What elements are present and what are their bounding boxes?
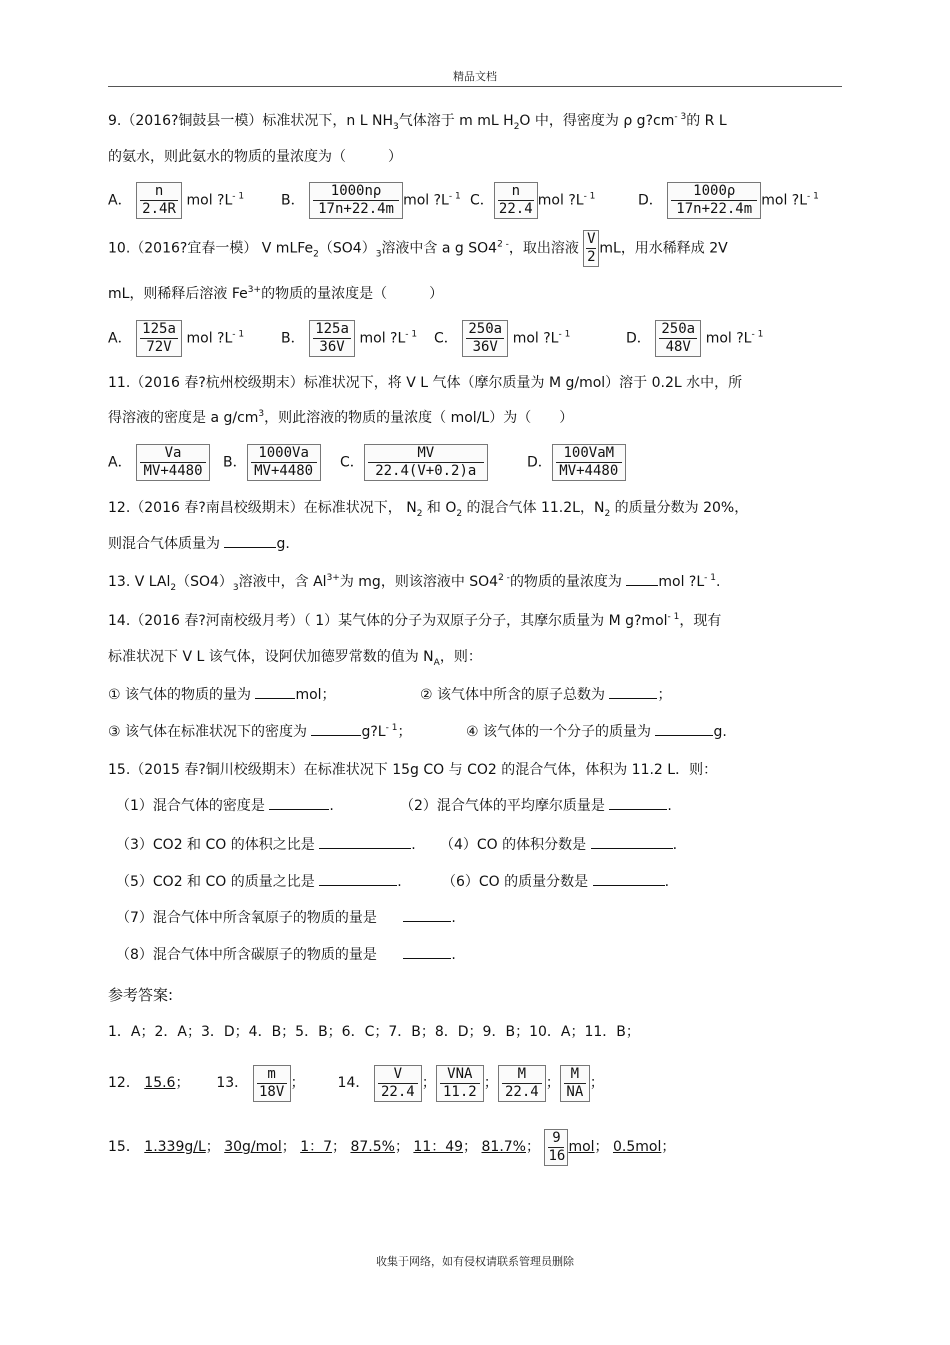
numerator: M xyxy=(517,1065,527,1082)
separator: ； xyxy=(525,1139,540,1155)
sup: 3+ xyxy=(247,285,262,295)
q14-part3 xyxy=(108,723,411,741)
q15-sub6 xyxy=(442,873,669,891)
q11-option-c xyxy=(340,444,488,481)
answer-value: 1.339g/L xyxy=(144,1139,206,1155)
unit: mol ?L xyxy=(537,192,584,209)
q10-text: 溶液中含 a g SO4 xyxy=(381,240,498,257)
answer-blank[interactable] xyxy=(609,797,667,810)
q12-text: g. xyxy=(276,536,290,552)
page-header: 精品文档 xyxy=(453,70,497,83)
sup: 3 xyxy=(258,409,265,419)
q9-option-a xyxy=(108,182,244,219)
sup: - 1 xyxy=(232,191,245,202)
numerator: n xyxy=(511,183,520,199)
sup: 2 - xyxy=(498,573,510,583)
q14-part2 xyxy=(420,686,671,704)
separator: ； xyxy=(421,1075,436,1091)
q9-option-d xyxy=(638,182,819,219)
q11-option-b xyxy=(223,444,321,481)
fraction xyxy=(544,1129,568,1166)
q14-text: ，则： xyxy=(439,649,482,665)
sup: 3+ xyxy=(326,573,340,583)
answer-blank[interactable] xyxy=(319,836,411,849)
separator: ； xyxy=(332,1139,347,1155)
option-label: C． xyxy=(434,330,458,347)
denominator: MV+4480 xyxy=(251,462,317,480)
separator: ； xyxy=(589,1075,604,1091)
separator: ； xyxy=(205,1139,220,1155)
q10-text: mL，则稀释后溶液 Fe xyxy=(108,286,248,302)
q14-line2 xyxy=(108,648,482,672)
page-footer: 收集于网络，如有侵权请联系管理员删除 xyxy=(376,1255,574,1268)
separator: ； xyxy=(545,1075,560,1091)
denominator: 18V xyxy=(257,1083,287,1101)
fraction xyxy=(655,320,701,357)
q15-sub1 xyxy=(116,797,334,815)
numerator: 9 xyxy=(552,1129,561,1146)
unit: mol ?L xyxy=(403,192,449,209)
answer-value: 30g/mol xyxy=(224,1139,282,1155)
fraction xyxy=(136,182,182,219)
q11-line1: 11.（2016 春?杭州校级期末）标准状况下，将 V L 气体（摩尔质量为 M g/mol）溶于 0.2L 水中，所 xyxy=(108,375,743,391)
q12-line2 xyxy=(108,535,290,553)
separator: ； xyxy=(661,1139,676,1155)
denominator: 17n+22.4m xyxy=(671,200,757,218)
q10-option-a xyxy=(108,320,244,357)
unit: mol ?L xyxy=(186,330,233,347)
q15-text: （5）CO2 和 CO 的质量之比是 xyxy=(116,874,315,890)
sup: - 1 xyxy=(704,573,717,583)
option-label: C． xyxy=(470,192,494,209)
q13-text: （SO4） xyxy=(176,574,233,590)
answers-title: 参考答案: xyxy=(108,986,174,1004)
numerator: MV xyxy=(417,445,435,461)
q14-text: ① 该气体的物质的量为 xyxy=(108,687,252,703)
q14-text: ； xyxy=(657,687,672,703)
denominator: 2 xyxy=(587,249,596,265)
q12-text: 和 O xyxy=(422,500,457,516)
q14-text: 14.（2016 春?河南校级月考）（ 1）某气体的分子为双原子分子，其摩尔质量为 M g?mol xyxy=(108,613,668,629)
sub: 2 xyxy=(170,582,177,593)
numerator: 125a xyxy=(142,321,176,337)
fraction xyxy=(667,182,761,219)
q11-option-a xyxy=(108,444,210,481)
q12-line1 xyxy=(108,499,748,523)
q10-option-c xyxy=(434,320,570,357)
sup: - 1 xyxy=(232,329,245,340)
numerator: 250a xyxy=(468,321,503,337)
denominator: 36V xyxy=(466,338,504,356)
q13-text: mol ?L xyxy=(658,574,705,590)
numerator: 1000ρ xyxy=(693,183,736,199)
separator: ； xyxy=(175,1075,190,1091)
answer-value: 15.6 xyxy=(144,1075,176,1091)
q12-text: 的质量分数为 20%， xyxy=(610,500,749,516)
option-label: A． xyxy=(108,330,132,347)
answer-blank[interactable] xyxy=(609,686,657,699)
fraction xyxy=(136,444,210,481)
unit: mol ?L xyxy=(705,330,752,347)
sup: - 1 xyxy=(558,329,571,340)
sup: - 1 xyxy=(448,191,461,202)
sub: 2 xyxy=(604,508,611,519)
denominator: MV+4480 xyxy=(556,462,622,480)
unit: mol ?L xyxy=(186,192,233,209)
q15-text: . xyxy=(672,837,678,853)
sub: A xyxy=(433,657,440,668)
q11-line2 xyxy=(108,409,573,427)
numerator: 100VaM xyxy=(563,445,615,461)
q13-text: . xyxy=(716,574,721,590)
q13-text: 溶液中，含 Al xyxy=(238,574,327,590)
numerator: M xyxy=(570,1065,580,1082)
answer-blank[interactable] xyxy=(224,535,276,548)
q15-text: . xyxy=(397,874,402,890)
answer-blank[interactable] xyxy=(403,946,451,959)
numerator: V xyxy=(587,231,596,247)
sup: - 1 xyxy=(385,723,398,733)
unit: mol ?L xyxy=(512,330,559,347)
denominator: 2.4R xyxy=(140,200,178,218)
denominator: 17n+22.4m xyxy=(313,200,399,218)
q15-sub3 xyxy=(116,836,416,854)
q12-text: 则混合气体质量为 xyxy=(108,536,220,552)
q14-part1 xyxy=(108,686,336,704)
q13-text: 的物质的量浓度为 xyxy=(509,574,622,590)
q15-text: （4）CO 的体积分数是 xyxy=(440,837,587,853)
answer-label: 13． xyxy=(216,1075,249,1091)
answer-blank[interactable] xyxy=(591,836,673,849)
q15-text: （3）CO2 和 CO 的体积之比是 xyxy=(116,837,315,853)
q14-line1 xyxy=(108,612,721,630)
option-label: D． xyxy=(638,192,663,209)
sub: 3 xyxy=(375,249,382,260)
numerator: m xyxy=(267,1065,276,1082)
answer-label: 14． xyxy=(337,1075,370,1091)
sub: 2 xyxy=(416,508,423,519)
fraction xyxy=(560,1065,590,1102)
separator: ； xyxy=(483,1075,498,1091)
fraction xyxy=(136,320,182,357)
answer-blank[interactable] xyxy=(593,873,665,886)
answer-value: 87.5% xyxy=(350,1139,395,1155)
fraction xyxy=(364,444,488,481)
numerator: Va xyxy=(164,445,182,461)
answer-blank[interactable] xyxy=(255,686,295,699)
separator: ； xyxy=(290,1075,305,1091)
q10-line2 xyxy=(108,285,443,303)
answer-blank[interactable] xyxy=(311,723,361,736)
numerator: 125a xyxy=(315,321,349,337)
answer-blank[interactable] xyxy=(403,909,451,922)
separator: ； xyxy=(594,1139,609,1155)
q9-text: 9.（2016?铜鼓县一模）标准状况下，n L NH xyxy=(108,113,393,129)
q15-text: . xyxy=(664,874,670,890)
option-label: B． xyxy=(281,192,305,209)
answer-value: 0.5mol xyxy=(612,1139,662,1155)
sup: - 3 xyxy=(674,112,687,122)
denominator: 22.4(V+0.2)a xyxy=(368,462,484,480)
q12-text: 的混合气体 11.2L，N xyxy=(462,500,605,516)
q15-text: . xyxy=(451,947,456,963)
answer-blank[interactable] xyxy=(319,873,397,886)
unit: mol ?L xyxy=(761,192,808,209)
answer-value: 1：7 xyxy=(300,1139,333,1155)
q15-sub2 xyxy=(400,797,672,815)
answer-value: mol xyxy=(568,1139,595,1155)
numerator: 1000Va xyxy=(258,445,309,461)
sub: 3 xyxy=(393,121,399,132)
q14-text: 标准状况下 V L 该气体，设阿伏加德罗常数的值为 N xyxy=(108,649,434,665)
sup: - 1 xyxy=(583,191,596,202)
q9-option-c xyxy=(470,182,595,219)
q14-text: ； xyxy=(397,724,412,740)
q10-option-d xyxy=(626,320,763,357)
sup: - 1 xyxy=(751,329,764,340)
q14-text: ④ 该气体的一个分子的质量为 xyxy=(466,724,652,740)
q15-sub4 xyxy=(440,836,677,854)
q14-text: ，现有 xyxy=(679,613,722,629)
q15-sub8 xyxy=(116,946,456,964)
fraction xyxy=(583,230,599,267)
answers-15 xyxy=(108,1127,675,1167)
denominator: MV+4480 xyxy=(140,462,206,480)
q13-line xyxy=(108,573,720,597)
option-label: D． xyxy=(626,330,651,347)
q9-text: 的 R L xyxy=(686,113,727,129)
answer-blank[interactable] xyxy=(269,797,329,810)
answer-label: 12． xyxy=(108,1075,140,1091)
option-label: A． xyxy=(108,454,132,471)
q15-text: . xyxy=(451,910,456,926)
q15-text: （1）混合气体的密度是 xyxy=(116,798,265,814)
answer-value: 11：49 xyxy=(413,1139,464,1155)
sup: - 1 xyxy=(405,329,418,340)
answers-line1: 1．A；2．A；3．D；4．B；5．B；6．C；7．B；8．D；9．B；10．A；11．B； xyxy=(108,1024,640,1040)
q15-text: （6）CO 的质量分数是 xyxy=(442,874,589,890)
option-label: B． xyxy=(223,454,247,471)
fraction xyxy=(309,182,403,219)
separator: ； xyxy=(463,1139,478,1155)
q9-line2: 的氨水，则此氨水的物质的量浓度为（ ） xyxy=(108,149,402,165)
q14-text: mol； xyxy=(295,687,336,703)
q11-text: 得溶液的密度是 a g/cm xyxy=(108,410,259,426)
q15-text: （7）混合气体中所含氧原子的物质的量是 xyxy=(116,910,377,926)
fraction xyxy=(253,1065,291,1102)
q9-line1 xyxy=(108,112,727,136)
fraction xyxy=(436,1065,484,1102)
separator: ； xyxy=(281,1139,296,1155)
header-rule xyxy=(108,86,842,87)
fraction xyxy=(309,320,355,357)
fraction xyxy=(462,320,508,357)
q15-text: . xyxy=(667,798,672,814)
q9-text: 气体溶于 m mL H xyxy=(398,113,514,129)
denominator: 11.2 xyxy=(440,1083,480,1101)
q13-text: 13. V LAl xyxy=(108,574,171,590)
sub: 2 xyxy=(456,508,463,519)
q9-option-b xyxy=(281,182,461,219)
numerator: VNA xyxy=(447,1065,473,1082)
q14-text: g. xyxy=(713,724,727,740)
q14-part4 xyxy=(466,723,727,741)
q11-text: ，则此溶液的物质的量浓度（ mol/L）为（ ） xyxy=(264,410,574,426)
answer-blank[interactable] xyxy=(626,573,658,586)
q11-option-d xyxy=(527,444,626,481)
option-label: C． xyxy=(340,454,364,471)
q10-text: ，取出溶液 xyxy=(508,240,579,257)
sub: 2 xyxy=(313,249,319,260)
denominator: 72V xyxy=(140,338,178,356)
option-label: A． xyxy=(108,192,132,209)
q15-text: . xyxy=(329,798,334,814)
q10-text: 的物质的量浓度是（ ） xyxy=(261,286,444,302)
fraction xyxy=(498,1065,546,1102)
answer-label: 15． xyxy=(108,1139,140,1155)
q10-text: 10.（2016?宜春一模） V mLFe xyxy=(108,240,314,257)
sub: 3 xyxy=(232,582,239,593)
q15-line1: 15.（2015 春?铜川校级期末）在标准状况下 15g CO 与 CO2 的混合气体，体积为 11.2 L．则： xyxy=(108,762,718,778)
sup: - 1 xyxy=(667,612,680,622)
q15-sub7 xyxy=(116,909,456,927)
numerator: V xyxy=(393,1065,403,1082)
denominator: 22.4 xyxy=(502,1083,542,1101)
separator: ； xyxy=(394,1139,409,1155)
denominator: 48V xyxy=(659,338,697,356)
sup: - 1 xyxy=(807,191,819,202)
option-label: B． xyxy=(281,330,305,347)
q15-text: . xyxy=(411,837,416,853)
q15-text: （8）混合气体中所含碳原子的物质的量是 xyxy=(116,947,377,963)
q10-option-b xyxy=(281,320,417,357)
denominator: 22.4 xyxy=(498,201,533,217)
option-label: D． xyxy=(527,454,552,471)
numerator: 250a xyxy=(661,321,696,337)
q10-line1 xyxy=(108,230,728,267)
q10-text: （SO4） xyxy=(318,240,376,257)
denominator: 22.4 xyxy=(378,1083,418,1101)
numerator: n xyxy=(154,183,164,199)
q14-text: ② 该气体中所含的原子总数为 xyxy=(420,687,606,703)
answer-blank[interactable] xyxy=(655,723,713,736)
q9-text: O 中，得密度为 ρ g?cm xyxy=(519,113,675,129)
answer-value: 81.7% xyxy=(481,1139,526,1155)
fraction xyxy=(552,444,626,481)
denominator: 36V xyxy=(313,338,351,356)
sub: 2 xyxy=(513,121,520,132)
fraction xyxy=(247,444,321,481)
q10-text: mL，用水稀释成 2V xyxy=(599,240,728,257)
q15-text: （2）混合气体的平均摩尔质量是 xyxy=(400,798,605,814)
denominator: NA xyxy=(564,1083,586,1101)
denominator: 16 xyxy=(548,1147,566,1164)
answers-12-14 xyxy=(108,1063,604,1103)
sup: 2 - xyxy=(497,239,509,250)
q12-text: 12.（2016 春?南昌校级期末）在标准状况下， N xyxy=(108,500,417,516)
unit: mol ?L xyxy=(359,330,406,347)
q14-text: ③ 该气体在标准状况下的密度为 xyxy=(108,724,308,740)
fraction xyxy=(374,1065,422,1102)
fraction xyxy=(494,182,538,219)
q13-text: 为 mg，则该溶液中 SO4 xyxy=(339,574,499,590)
q15-sub5 xyxy=(116,873,402,891)
q14-text: g?L xyxy=(361,724,386,740)
numerator: 1000nρ xyxy=(330,183,382,199)
